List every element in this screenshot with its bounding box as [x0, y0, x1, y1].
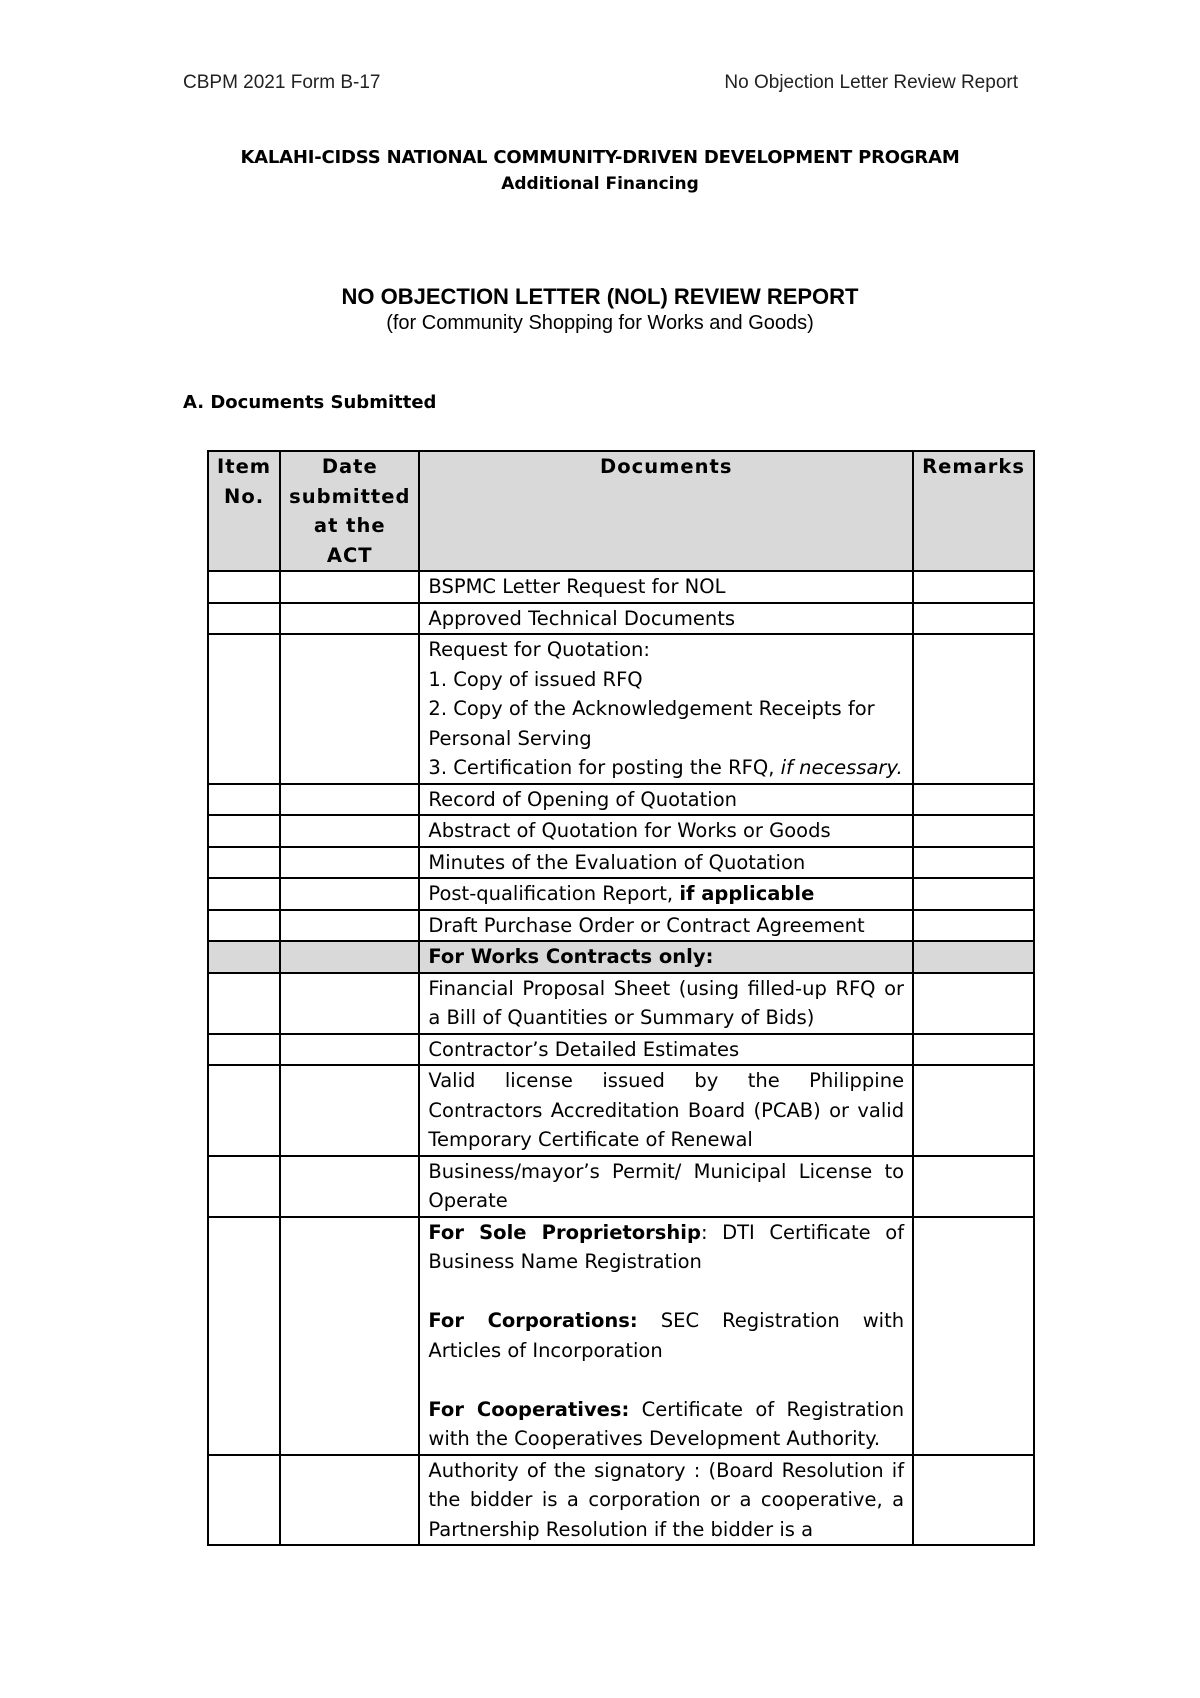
date-cell: [280, 847, 419, 879]
table-row: [208, 815, 1034, 847]
header-item-no: Item No.: [208, 451, 280, 571]
document-cell: Approved Technical Documents: [419, 603, 913, 635]
date-cell: [280, 1217, 419, 1455]
date-cell: [280, 973, 419, 1034]
date-cell: [280, 571, 419, 603]
item-cell: [208, 1217, 280, 1455]
item-cell: [208, 634, 280, 784]
remarks-cell: [913, 910, 1034, 942]
corporations-entry: [428, 1306, 904, 1365]
document-cell: Business/mayor’s Permit/ Municipal License to Operate: [419, 1156, 913, 1217]
corp-text: SEC Registration with Articles of Incorporation: [428, 1309, 905, 1362]
item-cell: [208, 941, 280, 973]
date-cell: [280, 1455, 419, 1546]
report-name-header: No Objection Letter Review Report: [724, 72, 1018, 93]
header-documents: Documents: [419, 451, 913, 571]
item-cell: [208, 815, 280, 847]
table-row: [208, 1065, 1034, 1156]
item-cell: [208, 1455, 280, 1546]
table-row: [208, 1156, 1034, 1217]
table-row: [208, 571, 1034, 603]
item-cell: [208, 973, 280, 1034]
remarks-cell: [913, 1065, 1034, 1156]
date-cell: [280, 815, 419, 847]
remarks-cell: [913, 1034, 1034, 1066]
program-name: KALAHI-CIDSS NATIONAL COMMUNITY-DRIVEN DEVELOPMENT PROGRAM: [240, 147, 960, 168]
document-cell: Draft Purchase Order or Contract Agreement: [419, 910, 913, 942]
remarks-cell: [913, 784, 1034, 816]
header-date-submitted: Date submitted at the ACT: [280, 451, 419, 571]
table-row: [208, 603, 1034, 635]
document-cell: Record of Opening of Quotation: [419, 784, 913, 816]
date-cell: [280, 910, 419, 942]
table-row: [208, 784, 1034, 816]
item-cell: [208, 571, 280, 603]
corp-label: For Corporations:: [428, 1309, 638, 1332]
sole-text: : DTI Certificate of Business Name Registration: [428, 1220, 905, 1273]
item-cell: [208, 878, 280, 910]
date-cell: [280, 1065, 419, 1156]
table-row: [208, 910, 1034, 942]
rfq-title: Request for Quotation:: [428, 638, 650, 661]
remarks-cell: [913, 815, 1034, 847]
document-cell: [419, 878, 913, 910]
remarks-cell: [913, 603, 1034, 635]
remarks-cell: [913, 941, 1034, 973]
form-code: CBPM 2021 Form B-17: [183, 72, 381, 93]
coop-text: Certificate of Registration with the Cooperatives Development Authority.: [428, 1397, 905, 1450]
post-qual-text: Post-qualification Report,: [428, 882, 674, 905]
section-a-heading: A. Documents Submitted: [183, 392, 437, 413]
document-cell: Financial Proposal Sheet (using filled-up RFQ or a Bill of Quantities or Summary of Bids): [419, 973, 913, 1034]
item-cell: [208, 910, 280, 942]
post-qual-bold: if applicable: [679, 882, 815, 905]
document-cell: Minutes of the Evaluation of Quotation: [419, 847, 913, 879]
document-cell: Authority of the signatory : (Board Resolution if the bidder is a corporation or a cooperative, a Partnership Resolution if the bidder is a: [419, 1455, 913, 1546]
table-row: [208, 1034, 1034, 1066]
rfq-item-3: [428, 753, 904, 783]
report-title: NO OBJECTION LETTER (NOL) REVIEW REPORT: [341, 284, 859, 309]
date-cell: [280, 1156, 419, 1217]
cooperatives-entry: [428, 1395, 904, 1454]
date-cell: [280, 1034, 419, 1066]
remarks-cell: [913, 634, 1034, 784]
date-cell: [280, 878, 419, 910]
document-cell: Contractor’s Detailed Estimates: [419, 1034, 913, 1066]
table-row: [208, 1217, 1034, 1455]
item-cell: [208, 1034, 280, 1066]
remarks-cell: [913, 571, 1034, 603]
item-cell: [208, 1065, 280, 1156]
document-cell: [419, 634, 913, 784]
sole-proprietorship-entry: [428, 1218, 904, 1277]
remarks-cell: [913, 847, 1034, 879]
rfq-item-1: 1. Copy of issued RFQ: [428, 667, 643, 691]
item-cell: [208, 784, 280, 816]
document-cell: BSPMC Letter Request for NOL: [419, 571, 913, 603]
section-label: For Works Contracts only:: [419, 941, 913, 973]
date-cell: [280, 784, 419, 816]
table-row: [208, 634, 1034, 784]
item-cell: [208, 603, 280, 635]
item-cell: [208, 847, 280, 879]
document-cell: Valid license issued by the Philippine Contractors Accreditation Board (PCAB) or valid Temporary Certificate of Renewal: [419, 1065, 913, 1156]
remarks-cell: [913, 1455, 1034, 1546]
rfq-item-3-italic: if necessary.: [780, 756, 903, 779]
rfq-item-2: 2. Copy of the Acknowledgement Receipts for Personal Serving: [428, 697, 875, 750]
item-cell: [208, 1156, 280, 1217]
table-header-row: [208, 451, 1034, 571]
document-cell: Abstract of Quotation for Works or Goods: [419, 815, 913, 847]
document-cell: [419, 1217, 913, 1455]
header-remarks: Remarks: [913, 451, 1034, 571]
spacer: [428, 1365, 904, 1395]
date-cell: [280, 941, 419, 973]
section-row-works-contracts: [208, 941, 1034, 973]
table-row: [208, 973, 1034, 1034]
remarks-cell: [913, 1156, 1034, 1217]
date-cell: [280, 603, 419, 635]
remarks-cell: [913, 973, 1034, 1034]
date-cell: [280, 634, 419, 784]
program-financing: Additional Financing: [501, 174, 699, 194]
remarks-cell: [913, 878, 1034, 910]
table-row: [208, 847, 1034, 879]
documents-table: [207, 450, 1035, 1546]
rfq-item-3-text: 3. Certification for posting the RFQ,: [428, 756, 775, 779]
remarks-cell: [913, 1217, 1034, 1455]
coop-label: For Cooperatives:: [428, 1397, 630, 1421]
report-subtitle: (for Community Shopping for Works and Goods): [386, 312, 814, 334]
table-row: [208, 1455, 1034, 1546]
sole-label: For Sole Proprietorship: [428, 1220, 701, 1244]
spacer: [428, 1277, 904, 1307]
table-row: [208, 878, 1034, 910]
